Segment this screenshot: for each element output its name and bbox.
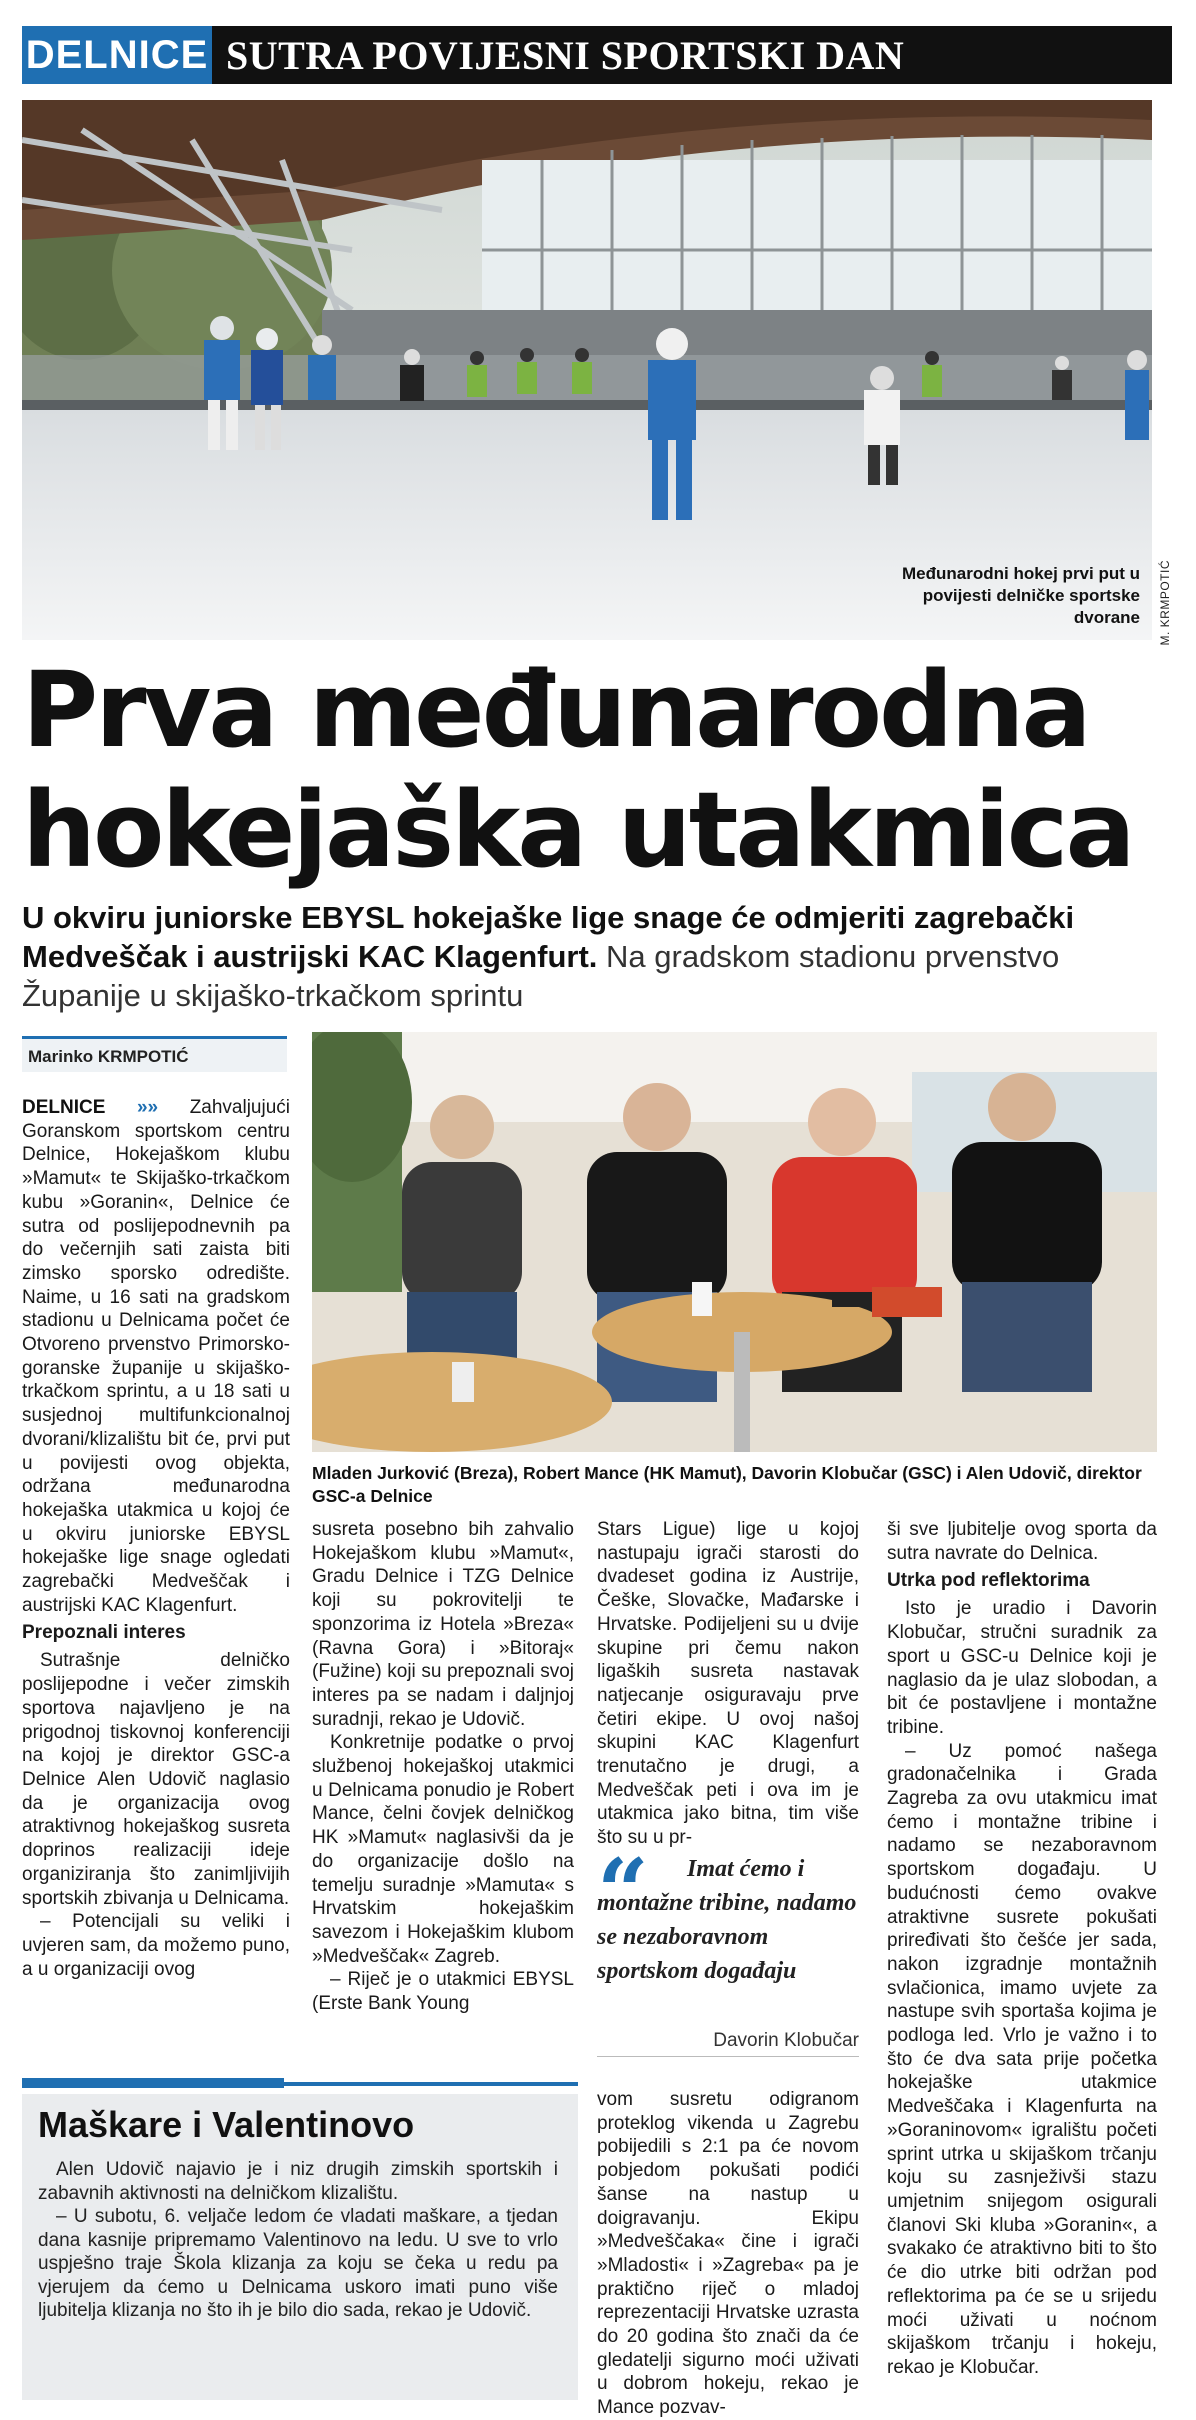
paragraph: Konkretnije podatke o prvoj službenoj hokejaškoj utakmici u Delnicama ponudio je Robert Mance, čelni čovjek delničkog HK »Mamut« naglasivši da je do organizacije došlo na temelju suradnje »Mamuta« s Hrvatskim hokejaškim savezom i Hokejaškim klubom »Medveščak« Zagreb.	[312, 1732, 574, 1967]
quote-mark-icon: “	[597, 1839, 649, 1945]
kicker: SUTRA POVIJESNI SPORTSKI DAN	[226, 33, 905, 78]
article-column-1	[22, 1096, 290, 1981]
paragraph: Alen Udovič najavio je i niz drugih zimskih sportskih i zabavnih aktivnosti na delničkom klizalištu.	[38, 2159, 558, 2204]
photo-caption-2: Mladen Jurković (Breza), Robert Mance (HK Mamut), Davorin Klobučar (GSC) i Alen Udovič, direktor GSC-a Delnice	[312, 1463, 1142, 1506]
standfirst	[22, 898, 1172, 1015]
boxout-accent-line	[284, 2082, 578, 2086]
article-column-3-continued	[597, 2088, 859, 2420]
paragraph: Sutrašnje delničko poslijepodne i večer zimskih sportova najavljeno je na prigodnoj tiskovnoj konferenciji na kojoj je direktor GSC-a Delnice Alen Udovič naglasio da je organizacija ovog atraktivnog hokejaškog susreta doprinos realizaciji ideje organiziranja što zanimljivijih sportskih zbivanja u Delnicama.	[22, 1650, 290, 1909]
paragraph: – Riječ je o utakmici EBYSL (Erste Bank Young	[312, 1969, 574, 2015]
subheading: Prepoznali interes	[22, 1622, 186, 1644]
hockey-rink-photo	[22, 100, 1152, 640]
dateline: DELNICE »»	[22, 1097, 159, 1118]
headline: Prva međunarodna hokejaška utakmica	[22, 649, 1133, 891]
boxout-title: Maškare i Valentinovo	[38, 2104, 415, 2145]
article-column-2	[312, 1518, 574, 2016]
paragraph: susreta posebno bih zahvalio Hokejaškom klubu »Mamut«, Gradu Delnice i TZG Delnice koji su pokrovitelji te sponzorima iz Hotela »Breza« (Ravna Gora) i »Bitoraj« (Fužine) koji su prepoznali svoj interes pa se nadam i daljnjoj suradnji, rekao je Udovič.	[312, 1519, 574, 1730]
section-tag: DELNICE	[22, 26, 212, 84]
photo-credit: M. KRMPOTIĆ	[1158, 560, 1172, 646]
standfirst-light: Na gradskom stadionu prvenstvo Županije u skijaško-trkačkom sprintu	[22, 939, 1060, 1013]
pull-quote-author: Davorin Klobučar	[597, 2030, 859, 2057]
photo-caption: Međunarodni hokej prvi put u povijesti delničke sportske dvorane	[902, 564, 1140, 627]
article-column-3	[597, 1518, 859, 1850]
subheading: Utrka pod reflektorima	[887, 1570, 1090, 1592]
press-conference-illustration	[312, 1032, 1157, 1452]
paragraph: – U subotu, 6. veljače ledom će vladati maškare, a tjedan dana kasnije pripremamo Valentinovo na ledu. U sve to vrlo uspješno traje Škola klizanja za koju se čeka u redu pa vjerujem da ćemo u Delnicama uskoro imati puno više ljubitelja klizanja no što ih je bilo dio sada, rekao je Udovič.	[38, 2206, 558, 2321]
hockey-rink-illustration	[22, 100, 1152, 640]
paragraph: Zahvaljujući Goranskom sportskom centru Delnice, Hokejaškom klubu »Mamut« te Skijaško-trkačkom kubu »Goranin«, Delnice će sutra od poslijepodnevnih pa do večernjih sati zaista biti zimsko sporsko odredište. Naime, u 16 sati na gradskom stadionu u Delnicama počet će Otvoreno prvenstvo Primorsko-goranske županije u skijaško-trkačkom sprintu, a u 18 sati u susjednoj multifunkcionalnoj dvorani/klizalištu bit će, prvi put u povijesti ovog objekta, održana međunarodna hokejaška utakmica u kojoj će u okviru juniorske EBYSL hokejaške lige snage ogledati zagrebački Medveščak i austrijski KAC Klagenfurt.	[22, 1097, 291, 1616]
paragraph: Stars Ligue) lige u kojoj nastupaju igrači starosti do dvadeset godina iz Austrije, Češke, Slovačke, Mađarske i Hrvatske. Podijeljeni su u dvije skupine pri čemu nakon ligaških susreta nastavak natjecanje osiguravaju prve četiri ekipe. U ovoj našoj skupini KAC Klagenfurt trenutačno je drugi, a Medveščak peti i ova im je utakmica jako bitna, tim više što su u pr-	[597, 1519, 859, 1849]
boxout-text	[38, 2158, 558, 2323]
paragraph: Isto je uradio i Davorin Klobučar, stručni suradnik za sport u GSC-u Delnice koji je naglasio da je ulaz slobodan, a bit će postavljene i montažne tribine.	[887, 1598, 1157, 1738]
paragraph: vom susretu odigranom proteklog vikenda u Zagrebu pobijedili s 2:1 pa će novom pobjedom pokušati podići šanse na nastup u doigravanju. Ekipu »Medveščaka« čine i igrači »Mladosti« i »Zagreba« pa je praktično riječ o mladoj reprezentaciji Hrvatske uzrasta do 20 godina što znači da će gledatelji sigurno moći uživati u dobrom hokeju, rekao je Mance pozvav-	[597, 2089, 859, 2419]
standfirst-bold: U okviru juniorske EBYSL hokejaške lige snage će odmjeriti zagrebački Medveščak i austrijski KAC Klagenfurt.	[22, 900, 1075, 974]
paragraph: ši sve ljubitelje ovog sporta da sutra navrate do Delnica.	[887, 1519, 1157, 1564]
byline: Marinko KRMPOTIĆ	[22, 1036, 287, 1072]
paragraph: – Potencijali su veliki i uvjeren sam, da možemo puno, a u organizaciji ovog	[22, 1911, 290, 1980]
pull-quote-text: Imat ćemo i montažne tribine, nadamo se nezaboravnom sportskom događaju	[597, 1856, 857, 1984]
press-conference-photo	[312, 1032, 1157, 1452]
boxout-accent-bar	[22, 2078, 284, 2088]
pull-quote	[597, 1839, 867, 2062]
paragraph: – Uz pomoć našega gradonačelnika i Grada Zagreba za ovu utakmicu imat ćemo i montažne tribine i nadamo se nezaboravnom sportskom događaju. U budućnosti ćemo ovakve atraktivne susrete pokušati priređivati što češće jer sada, nakon izgradnje montažnih svlačionica, imamo uvjete za nastupe svih sportaša kojima je podloga led. Vrlo je važno i to što će dva sata prije početka hokejaške utakmice Medveščaka i Klagenfurta na »Goraninovom« igralištu početi sprint utrka u skijaškom trčanju koju su zasnježivši stazu umjetnim snijegom osigurali članovi Ski kluba »Goranin«, a svakako će atraktivno biti to što će dio utrke biti održan pod reflektorima pa će se u srijedu moći uživati u noćnom skijaškom trčanju i hokeju, rekao je Klobučar.	[887, 1740, 1157, 2378]
article-column-4	[887, 1518, 1157, 2380]
